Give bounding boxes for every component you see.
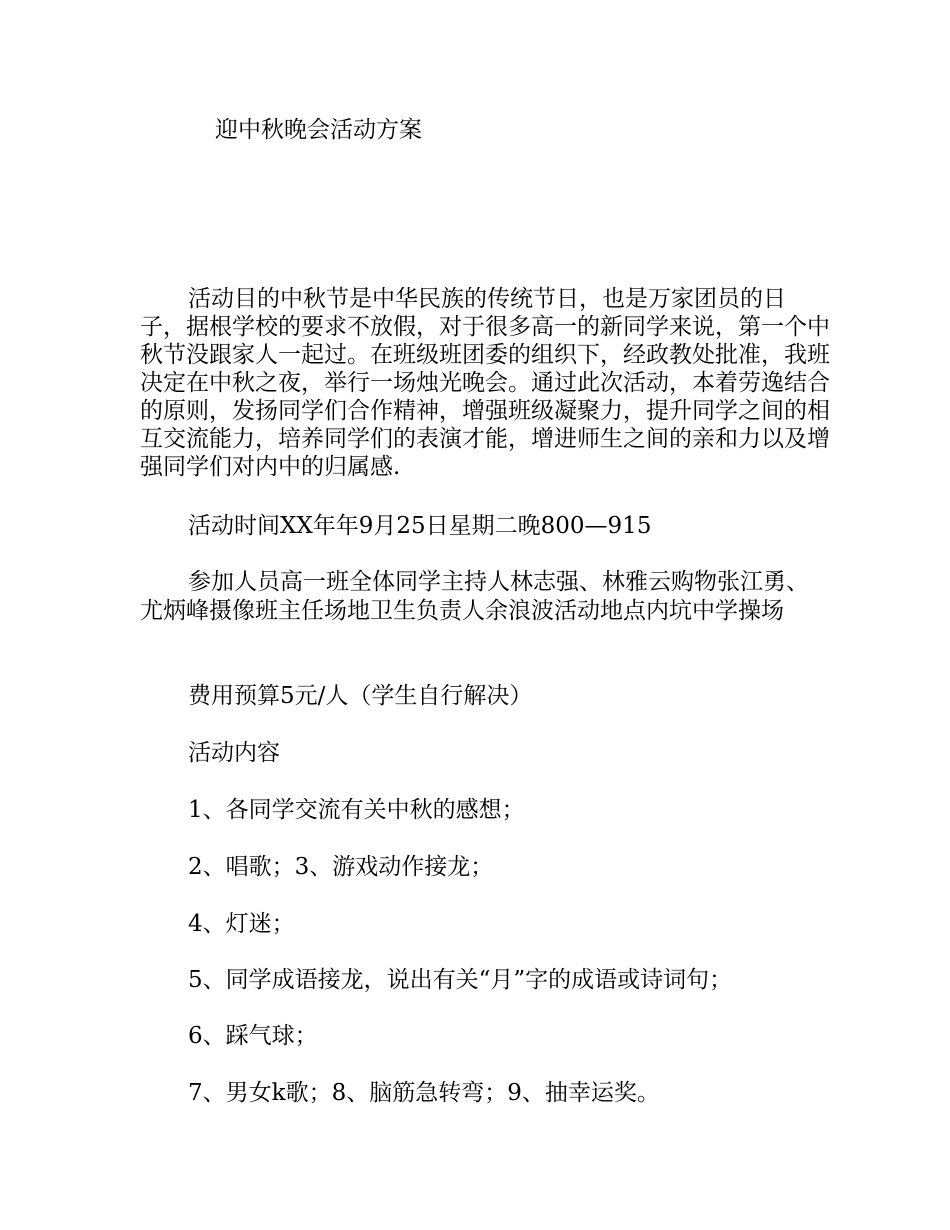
intro-paragraph: 活动目的中秋节是中华民族的传统节日，也是万家团员的日子，据根学校的要求不放假，对于很多高一的新同学来说，第一个中秋节没跟家人一起过。在班级班团委的组织下，经政教处批准，我班决定在中秋之夜，举行一场烛光晚会。通过此次活动，本着劳逸结合的原则，发扬同学们合作精神，增强班级凝聚力，提升同学之间的相互交流能力，培养同学们的表演才能，增进师生之间的亲和力以及增强同学们对内中的归属感.	[140, 286, 830, 480]
list-item: 6、踩气球；	[188, 1023, 318, 1049]
document-title: 迎中秋晚会活动方案	[215, 117, 422, 143]
list-item: 2、唱歌；3、游戏动作接龙；	[188, 854, 494, 880]
activity-time: 活动时间XX年年9月25日星期二晚800—915	[188, 513, 652, 539]
list-item: 1、各同学交流有关中秋的感想；	[188, 797, 525, 823]
list-item: 5、同学成语接龙，说出有关“月”字的成语或诗词句；	[188, 967, 733, 993]
list-item: 4、灯迷；	[188, 911, 295, 937]
list-item: 7、男女k歌；8、脑筋急转弯；9、抽幸运奖。	[188, 1080, 660, 1106]
participants-paragraph: 参加人员高一班全体同学主持人林志强、林雅云购物张江勇、尤炳峰摄像班主任场地卫生负责人余浪波活动地点内坑中学操场	[140, 569, 809, 624]
budget-line: 费用预算5元/人（学生自行解决）	[188, 683, 533, 709]
content-heading: 活动内容	[188, 740, 280, 766]
